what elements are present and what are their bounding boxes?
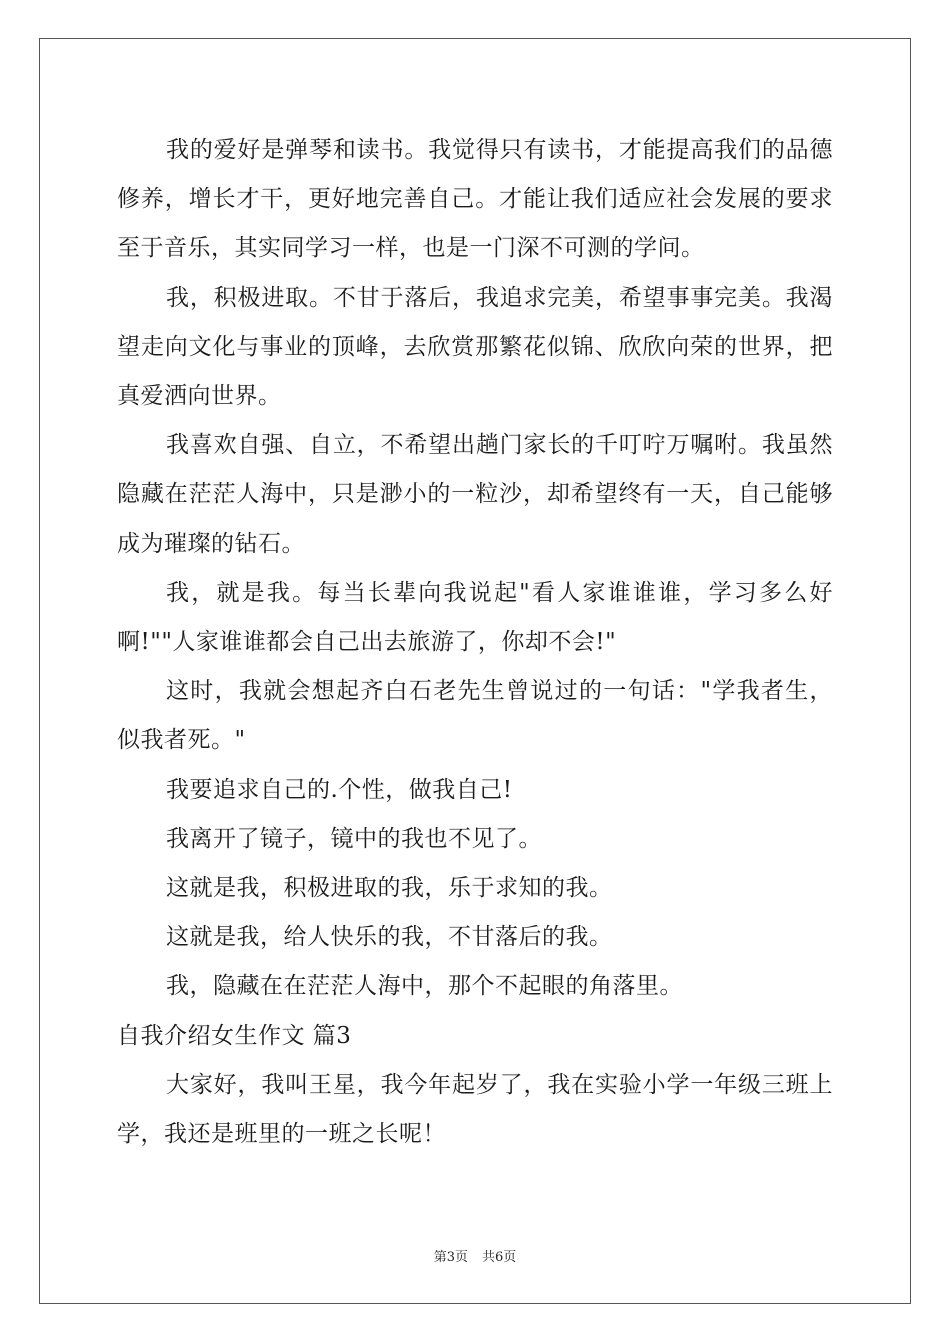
paragraph: 我要追求自己的.个性，做我自己! [166,776,513,803]
paragraph: 我的爱好是弹琴和读书。我觉得只有读书，才能提高我们的品德修养，增长才干，更好地完善自己。才能让我们适应社会发展的要求至于音乐，其实同学习一样，也是一门深不可测的学问。 [117,137,833,262]
page-footer [0,1246,950,1265]
paragraph: 我，隐藏在在茫茫人海中，那个不起眼的角落里。 [166,973,683,1000]
paragraph: 这就是我，给人快乐的我，不甘落后的我。 [166,924,613,951]
paragraph: 这就是我，积极进取的我，乐于求知的我。 [166,875,613,902]
section-heading: 自我介绍女生作文 篇3 [117,1022,352,1049]
paragraph: 我离开了镜子，镜中的我也不见了。 [166,825,542,852]
paragraph: 这时，我就会想起齐白石老先生曾说过的一句话："学我者生，似我者死。" [117,678,833,754]
paragraph: 我喜欢自强、自立，不希望出趟门家长的千叮咛万嘱咐。我虽然隐藏在茫茫人海中，只是渺小的一粒沙，却希望终有一天，自己能够成为璀璨的钻石。 [117,432,833,557]
paragraph: 我，就是我。每当长辈向我说起"看人家谁谁谁，学习多么好啊!""人家谁谁都会自己出去旅游了，你却不会!" [117,579,833,656]
paragraph: 我，积极进取。不甘于落后，我追求完美，希望事事完美。我渴望走向文化与事业的顶峰，去欣赏那繁花似锦、欣欣向荣的世界，把真爱洒向世界。 [117,284,833,410]
page-total: 共6页 [482,1250,517,1265]
document-body [117,126,833,1159]
page-number: 第3页 [433,1250,468,1265]
paragraph: 大家好，我叫王星，我今年起岁了，我在实验小学一年级三班上学，我还是班里的一班之长呢！ [117,1071,833,1148]
